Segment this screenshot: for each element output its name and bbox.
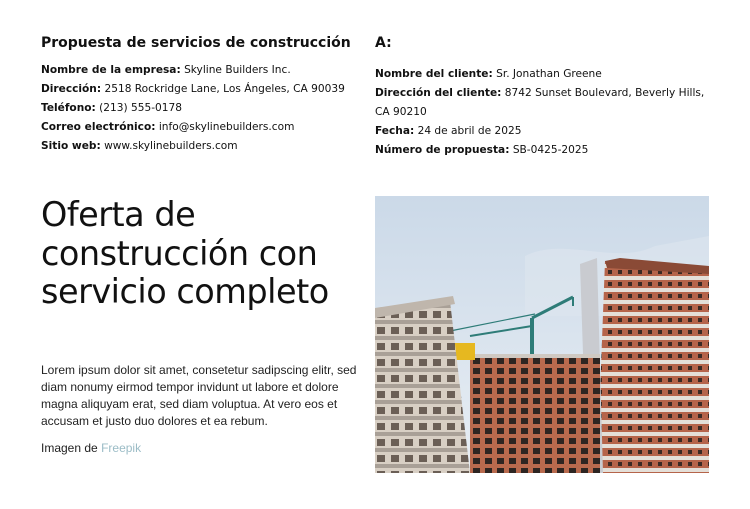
field-value: info@skylinebuilders.com [158, 121, 295, 133]
construction-site-image [375, 196, 709, 473]
field-label: Nombre del cliente: [375, 68, 493, 80]
email-row [41, 118, 371, 137]
proposal-number-row [375, 141, 710, 160]
credit-prefix: Imagen de [41, 441, 98, 455]
right-tower [597, 261, 709, 473]
address-row [41, 80, 371, 99]
date-row [375, 122, 710, 141]
center-roofline [470, 354, 600, 358]
website-row [41, 137, 371, 156]
field-label: Nombre de la empresa: [41, 64, 181, 76]
field-value: SB-0425-2025 [512, 144, 589, 156]
provider-title: Propuesta de servicios de construcción [41, 35, 351, 51]
field-label: Número de propuesta: [375, 144, 510, 156]
field-label: Correo electrónico: [41, 121, 156, 133]
field-label: Dirección del cliente: [375, 87, 502, 99]
image-credit [41, 441, 141, 455]
body-paragraph: Lorem ipsum dolor sit amet, consetetur sadipscing elitr, sed diam nonumy eirmod tempor invidunt ut labore et dolore magna aliquyam erat, sed diam voluptua. At vero eos et accusam et justo duo dolores et ea rebum. [41, 363, 357, 428]
field-value: 8742 Sunset Boulevard, Beverly Hills, CA 90210 [375, 87, 705, 118]
field-value: Skyline Builders Inc. [184, 64, 291, 76]
construction-photo [375, 196, 709, 473]
phone-row [41, 99, 371, 118]
page-headline: Oferta de construcción con servicio completo [41, 195, 329, 311]
company-name-row [41, 61, 371, 80]
field-value: (213) 555-0178 [99, 102, 182, 114]
field-label: Dirección: [41, 83, 102, 95]
freepik-link[interactable]: Freepik [101, 441, 142, 455]
field-value: 2518 Rockridge Lane, Los Ángeles, CA 90039 [104, 83, 345, 95]
client-fields [375, 65, 710, 160]
client-title: A: [375, 35, 392, 51]
field-value: 24 de abril de 2025 [417, 125, 522, 137]
provider-fields [41, 61, 371, 156]
center-building [470, 356, 600, 473]
client-name-row [375, 65, 710, 84]
field-value: Sr. Jonathan Greene [496, 68, 602, 80]
field-label: Fecha: [375, 125, 415, 137]
field-label: Sitio web: [41, 140, 101, 152]
client-info [375, 35, 710, 160]
field-value: www.skylinebuilders.com [104, 140, 238, 152]
provider-info [41, 35, 371, 156]
client-address-row [375, 84, 710, 122]
field-label: Teléfono: [41, 102, 96, 114]
